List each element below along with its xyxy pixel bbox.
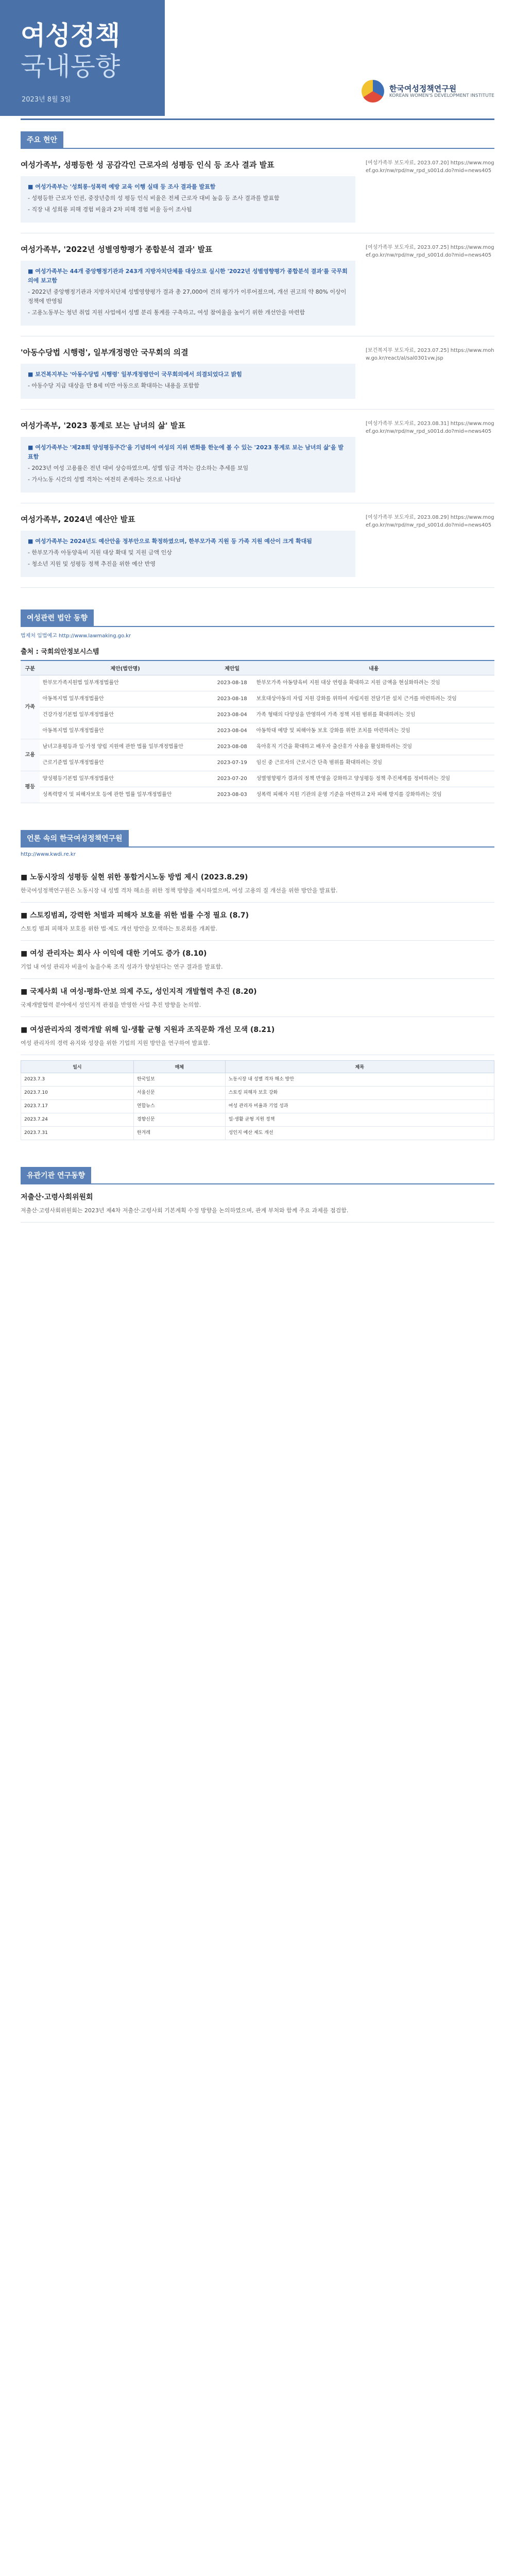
issue-bullet: - 한부모가족 아동양육비 지원 대상 확대 및 지원 금액 인상 [28,549,172,556]
media-date: 2023.7.17 [21,1100,134,1113]
issue-source[interactable]: [여성가족부 보도자료, 2023.08.29] https://www.mogef.go.kr/nw/rpd/nw_rpd_s001d.do?mid=news405 [366,515,494,528]
header [0,0,515,118]
org-emblem-icon [362,80,384,103]
news-title[interactable]: ■ 국제사회 내 여성·평화·안보 의제 주도, 성인지적 개발협력 추진 (8.20) [21,988,257,996]
law-bill-name[interactable]: 성폭력방지 및 피해자보호 등에 관한 법률 일부개정법률안 [40,787,211,803]
law-bill-name[interactable]: 근로기준법 일부개정법률안 [40,755,211,771]
issue-summary-box [21,531,355,577]
law-category: 가족 [21,675,40,739]
law-content: 아동학대 예방 및 피해아동 보호 강화를 위한 조치를 마련하려는 것임 [253,723,494,739]
issue-source[interactable]: [여성가족부 보도자료, 2023.08.31] https://www.mogef.go.kr/nw/rpd/nw_rpd_s001d.do?mid=news405 [366,421,494,434]
related-title[interactable]: 저출산·고령사회위원회 [21,1193,93,1201]
law-table-row [21,755,494,771]
law-table-row [21,739,494,755]
issue-summary-box [21,437,355,493]
issue-main [21,420,366,493]
law-source-link[interactable]: 법제처 입법예고 http://www.lawmaking.go.kr [21,633,131,639]
news-title[interactable]: ■ 여성 관리자는 회사 사 이익에 대한 기여도 증가 (8.10) [21,950,207,958]
section-law [21,598,494,803]
news-body: 스토킹 범죄 피해자 보호를 위한 법·제도 개선 방안을 모색하는 토론회를 개최함. [21,925,217,932]
media-date: 2023.7.31 [21,1127,134,1140]
media-title[interactable]: 여성 관리자 비율과 기업 성과 [225,1100,494,1113]
issue-highlight: ■ 여성가족부는 2024년도 예산안을 정부안으로 확정하였으며, 한부모가족 지원 등 가족 지원 예산이 크게 확대됨 [28,538,312,545]
issue-source[interactable]: [여성가족부 보도자료, 2023.07.20] https://www.mogef.go.kr/nw/rpd/nw_rpd_s001d.do?mid=news405 [366,160,494,174]
media-date: 2023.7.24 [21,1113,134,1127]
law-category: 고용 [21,739,40,771]
media-title[interactable]: 성인지 예산 제도 개선 [225,1127,494,1140]
news-body: 국제개발협력 분야에서 성인지적 관점을 반영한 사업 추진 방향을 논의함. [21,1002,201,1008]
media-table-row [21,1073,494,1087]
issue-highlight: ■ 보건복지부는 '아동수당법 시행령' 일부개정령안이 국무회의에서 의결되었다고 밝힘 [28,371,242,378]
law-date: 2023-08-18 [211,691,253,707]
related-item [21,1184,494,1223]
law-date: 2023-08-04 [211,707,253,723]
law-content: 가족 형태의 다양성을 반영하여 가족 정책 지원 범위를 확대하려는 것임 [253,707,494,723]
law-content: 보호대상아동의 자립 지원 강화를 위하여 자립지원 전담기관 설치 근거를 마련하려는 것임 [253,691,494,707]
issue-bullet: - 2023년 여성 고용률은 전년 대비 상승하였으며, 성별 임금 격차는 감소하는 추세를 보임 [28,465,249,471]
issue-source[interactable]: [여성가족부 보도자료, 2023.07.25] https://www.mogef.go.kr/nw/rpd/nw_rpd_s001d.do?mid=news405 [366,245,494,258]
related-body: 저출산·고령사회위원회는 2023년 제4차 저출산·고령사회 기본계획 수정 방향을 논의하였으며, 관계 부처와 함께 주요 과제를 점검함. [21,1207,349,1214]
section-divider [21,626,494,627]
media-outlet: 서울신문 [133,1087,225,1100]
media-title[interactable]: 노동시장 내 성별 격차 해소 방안 [225,1073,494,1087]
law-content: 임신 중 근로자의 근로시간 단축 범위를 확대하려는 것임 [253,755,494,771]
issue-highlight: ■ 여성가족부는 '제28회 양성평등주간'을 기념하여 여성의 지위 변화를 한눈에 볼 수 있는 '2023 통계로 보는 남녀의 삶'을 발표함 [28,444,344,460]
media-date: 2023.7.10 [21,1087,134,1100]
issue-bullet: - 성평등한 근로자 인권, 중장년층의 성 평등 인식 비율은 전체 근로자 대비 높음 등 조사 결과를 발표함 [28,195,280,201]
page-subtitle: 국내동향 [21,52,121,81]
issue-bullet: - 직장 내 성희롱 피해 경험 비율과 2차 피해 경험 비율 등이 조사됨 [28,206,192,213]
issue-main [21,159,366,223]
issue-bullet: - 가사노동 시간의 성별 격차는 여전히 존재하는 것으로 나타남 [28,476,181,483]
media-table-row [21,1113,494,1127]
law-table-header: 제안일 [211,660,253,675]
page-title: 여성정책 [21,21,121,50]
section-label: 여성관련 법안 동향 [21,609,94,626]
news-title[interactable]: ■ 노동시장의 성평등 실현 위한 통합거시노동 방법 제시 (2023.8.29) [21,873,248,882]
law-bill-name[interactable]: 남녀고용평등과 일·가정 양립 지원에 관한 법률 일부개정법률안 [40,739,211,755]
law-date: 2023-07-20 [211,771,253,787]
section-news [21,819,494,1140]
law-table-row [21,707,494,723]
issue-bullet: - 고용노동부는 청년 취업 지원 사업에서 성별 분리 통계를 구축하고, 여성 참여율을 높이기 위한 개선안을 마련함 [28,309,305,316]
media-table [21,1060,494,1140]
issue-block [21,233,494,336]
law-content: 성폭력 피해자 지원 기관의 운영 기준을 마련하고 2차 피해 방지를 강화하려는 것임 [253,787,494,803]
issue-main [21,514,366,577]
law-date: 2023-07-19 [211,755,253,771]
issue-bullet: - 청소년 지원 및 성평등 정책 추진을 위한 예산 반영 [28,561,156,567]
news-body: 한국여성정책연구원은 노동시장 내 성별 격차 해소를 위한 정책 방향을 제시하였으며, 여성 고용의 질 개선을 위한 방안을 발표함. [21,887,338,894]
law-bill-name[interactable]: 양성평등기본법 일부개정법률안 [40,771,211,787]
law-table-row [21,787,494,803]
news-list [21,865,494,1055]
law-table-header: 내용 [253,660,494,675]
news-item [21,865,494,903]
news-item [21,1017,494,1055]
issue-block [21,410,494,503]
issue-summary-box [21,364,355,399]
issue-main [21,244,366,326]
law-bill-name[interactable]: 아동복지법 일부개정법률안 [40,723,211,739]
law-date: 2023-08-18 [211,675,253,691]
section-label: 유관기관 연구동향 [21,1167,91,1183]
issue-title[interactable]: 여성가족부, 성평등한 성 공감각인 근로자의 성평등 인식 등 조사 결과 발표 [21,160,274,170]
media-title[interactable]: 스토킹 피해자 보호 강화 [225,1087,494,1100]
issue-source[interactable]: [보건복지부 보도자료, 2023.07.25] https://www.mohw.go.kr/react/al/sal0301vw.jsp [366,348,494,361]
media-title[interactable]: 일·생활 균형 지원 정책 [225,1113,494,1127]
org-name-en: KOREAN WOMEN'S DEVELOPMENT INSTITUTE [389,93,494,98]
issue-summary-box [21,261,355,326]
section-main-issues [21,120,494,588]
issue-list [21,149,494,588]
issue-highlight: ■ 여성가족부는 '성희롱·성폭력 예방 교육 이행 실태 등 조사 결과를 발표함 [28,183,216,190]
issue-bullet: - 2022년 중앙행정기관과 지방자치단체 성별영향평가 결과 총 27,000여 건의 평가가 이루어졌으며, 개선 권고의 약 80% 이상이 정책에 반영됨 [28,289,347,304]
issue-main [21,347,366,399]
issue-summary-box [21,176,355,223]
issue-block [21,503,494,588]
media-outlet: 연합뉴스 [133,1100,225,1113]
law-date: 2023-08-04 [211,723,253,739]
section-related [21,1156,494,1223]
header-banner [0,0,165,116]
law-content: 육아휴직 기간을 확대하고 배우자 출산휴가 사용을 활성화하려는 것임 [253,739,494,755]
news-title[interactable]: ■ 여성관리자의 경력개발 위해 일·생활 균형 지원과 조직문화 개선 모색 (8.21) [21,1026,275,1034]
law-table-row [21,691,494,707]
news-body: 여성 관리자의 경력 유지와 성장을 위한 기업의 지원 방안을 연구하여 발표함. [21,1040,210,1046]
law-content: 성별영향평가 결과의 정책 반영을 강화하고 양성평등 정책 추진체계를 정비하려는 것임 [253,771,494,787]
law-bill-name[interactable]: 한부모가족지원법 일부개정법률안 [40,675,211,691]
law-date: 2023-08-08 [211,739,253,755]
media-outlet: 경향신문 [133,1113,225,1127]
org-logo[interactable] [362,80,494,103]
law-table-row [21,771,494,787]
news-item [21,979,494,1017]
issue-highlight: ■ 여성가족부는 44개 중앙행정기관과 243개 지방자치단체를 대상으로 실시한 '2022년 성별영향평가 종합분석 결과'를 국무회의에 보고함 [28,268,348,284]
news-item [21,941,494,979]
issue-bullet: - 아동수당 지급 대상을 만 8세 미만 아동으로 확대하는 내용을 포함함 [28,382,199,389]
law-bill-name[interactable]: 아동복지법 일부개정법률안 [40,691,211,707]
law-table-header: 제안(법안명) [40,660,211,675]
law-table-title: 출처 : 국회의안정보시스템 [21,648,99,656]
law-date: 2023-08-03 [211,787,253,803]
media-table-header: 일시 [21,1061,134,1073]
issue-title[interactable]: 여성가족부, '2022년 성별영향평가 종합분석 결과' 발표 [21,245,213,254]
news-body: 기업 내 여성 관리자 비율이 높을수록 조직 성과가 향상된다는 연구 결과를 발표함. [21,963,223,970]
section-label: 주요 현안 [21,131,63,148]
media-table-row [21,1100,494,1113]
issue-title[interactable]: '아동수당법 시행령', 일부개정령안 국무회의 의결 [21,348,188,357]
media-outlet: 한국일보 [133,1073,225,1087]
section-divider [21,846,494,848]
media-date: 2023.7.3 [21,1073,134,1087]
law-table-row [21,675,494,691]
section-label: 언론 속의 한국여성정책연구원 [21,830,129,846]
issue-block [21,149,494,233]
org-name: 한국여성정책연구원 [389,84,457,93]
law-table-header: 구분 [21,660,40,675]
media-table-row [21,1087,494,1100]
media-table-header: 매체 [133,1061,225,1073]
issue-title[interactable]: 여성가족부, 2024년 예산안 발표 [21,515,135,524]
law-table-row [21,723,494,739]
issue-date: 2023년 8월 3일 [22,96,71,104]
news-source-link[interactable]: http://www.kwdi.re.kr [21,852,76,857]
news-title[interactable]: ■ 스토킹범죄, 강력한 처벌과 피해자 보호를 위한 법률 수정 필요 (8.7) [21,911,249,920]
media-table-row [21,1127,494,1140]
law-bill-name[interactable]: 건강가정기본법 일부개정법률안 [40,707,211,723]
issue-block [21,336,494,410]
issue-title[interactable]: 여성가족부, '2023 통계로 보는 남녀의 삶' 발표 [21,421,185,430]
news-item [21,903,494,941]
media-table-header: 제목 [225,1061,494,1073]
law-content: 한부모가족 아동양육비 지원 대상 연령을 확대하고 지원 금액을 현실화하려는 것임 [253,675,494,691]
law-table [21,660,494,803]
law-category: 평등 [21,771,40,803]
media-outlet: 한겨레 [133,1127,225,1140]
